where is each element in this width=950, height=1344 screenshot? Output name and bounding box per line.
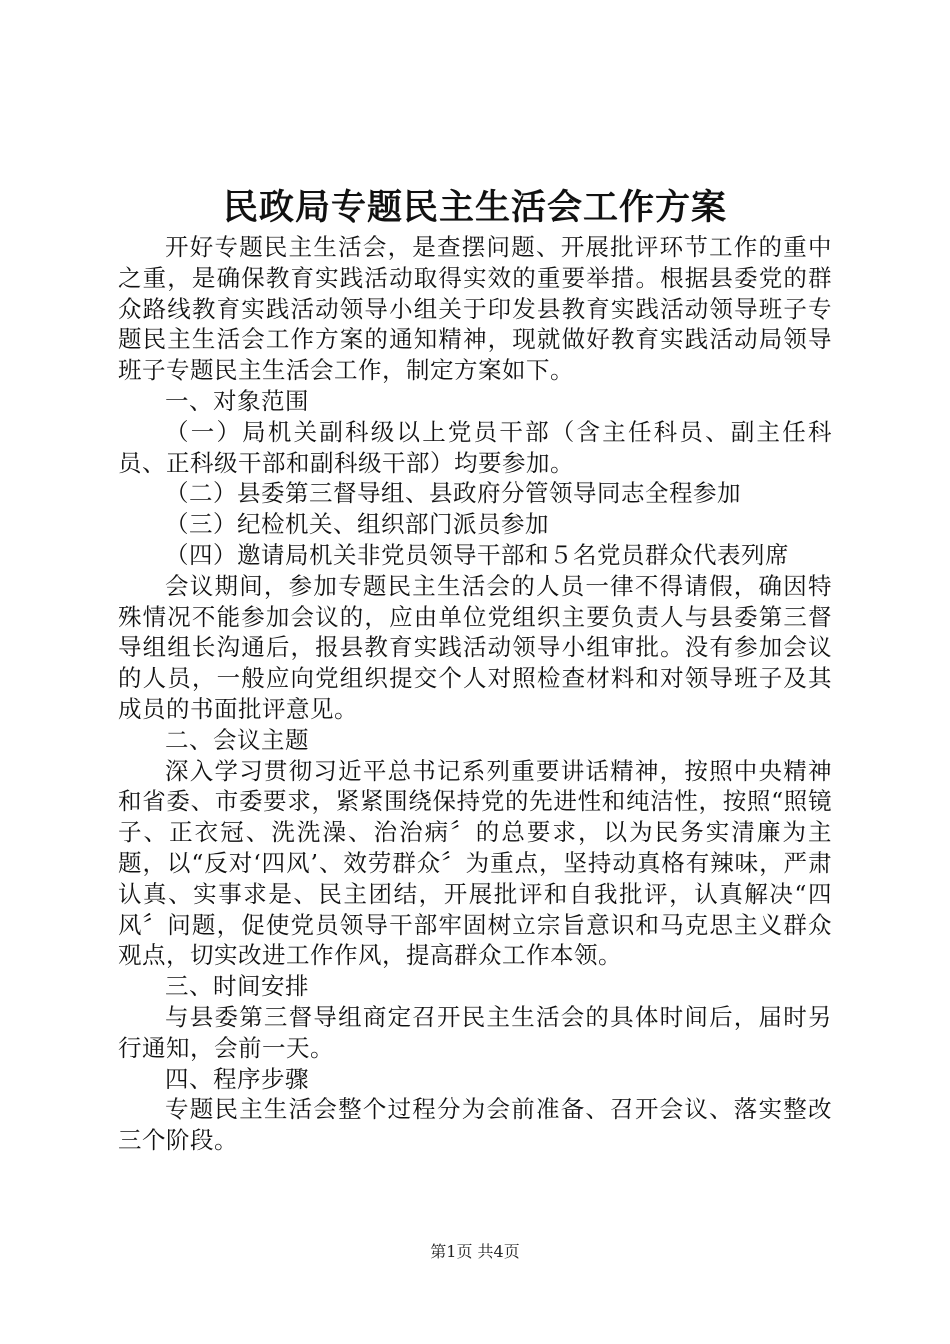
list-item-scope-3: （三）纪检机关、组织部门派员参加 [165,510,549,539]
list-item-scope-1: （一）局机关副科级以上党员干部（含主任科员、副主任科员、正科级干部和副科级干部）均要参加。 [118,417,832,477]
paragraph-theme: 深入学习贯彻习近平总书记系列重要讲话精神，按照中央精神和省委、市委要求，紧紧围绕保持党的先进性和纯洁性，按照“照镜子、正衣冠、洗洗澡、治治病〞的总要求，以为民务实清廉为主题，以“反对‘四风’、效劳群众〞为重点，坚持动真格有辣味，严肃认真、实事求是、民主团结，开展批评和自我批评，认真解决“四风〞问题，促使党员领导干部牢固树立宗旨意识和马克思主义群众观点，切实改进工作作风，提高群众工作本领。 [118,756,832,970]
paragraph-procedure: 专题民主生活会整个过程分为会前准备、召开会议、落实整改三个阶段。 [118,1095,832,1155]
list-item-scope-2: （二）县委第三督导组、县政府分管领导同志全程参加 [165,479,741,508]
section-heading-schedule: 三、时间安排 [165,972,309,1001]
section-heading-procedure: 四、程序步骤 [165,1064,309,1093]
section-heading-scope: 一、对象范围 [165,386,309,415]
document-title: 民政局专题民主生活会工作方案 [222,187,727,228]
list-item-scope-4: （四）邀请局机关非党员领导干部和５名党员群众代表列席 [165,540,789,569]
paragraph-attendance: 会议期间，参加专题民主生活会的人员一律不得请假，确因特殊情况不能参加会议的，应由单位党组织主要负责人与县委第三督导组组长沟通后，报县教育实践活动领导小组审批。没有参加会议的人员，一般应向党组织提交个人对照检查材料和对领导班子及其成员的书面批评意见。 [118,571,832,723]
section-heading-theme: 二、会议主题 [165,725,309,754]
page-number: 第1页 共4页 [430,1242,520,1261]
paragraph-schedule: 与县委第三督导组商定召开民主生活会的具体时间后，届时另行通知，会前一天。 [118,1002,832,1062]
paragraph-intro: 开好专题民主生活会，是查摆问题、开展批评环节工作的重中之重，是确保教育实践活动取得实效的重要举措。根据县委党的群众路线教育实践活动领导小组关于印发县教育实践活动领导班子专题民主生活会工作方案的通知精神，现就做好教育实践活动局领导班子专题民主生活会工作，制定方案如下。 [118,233,832,385]
document-body [118,232,832,1156]
